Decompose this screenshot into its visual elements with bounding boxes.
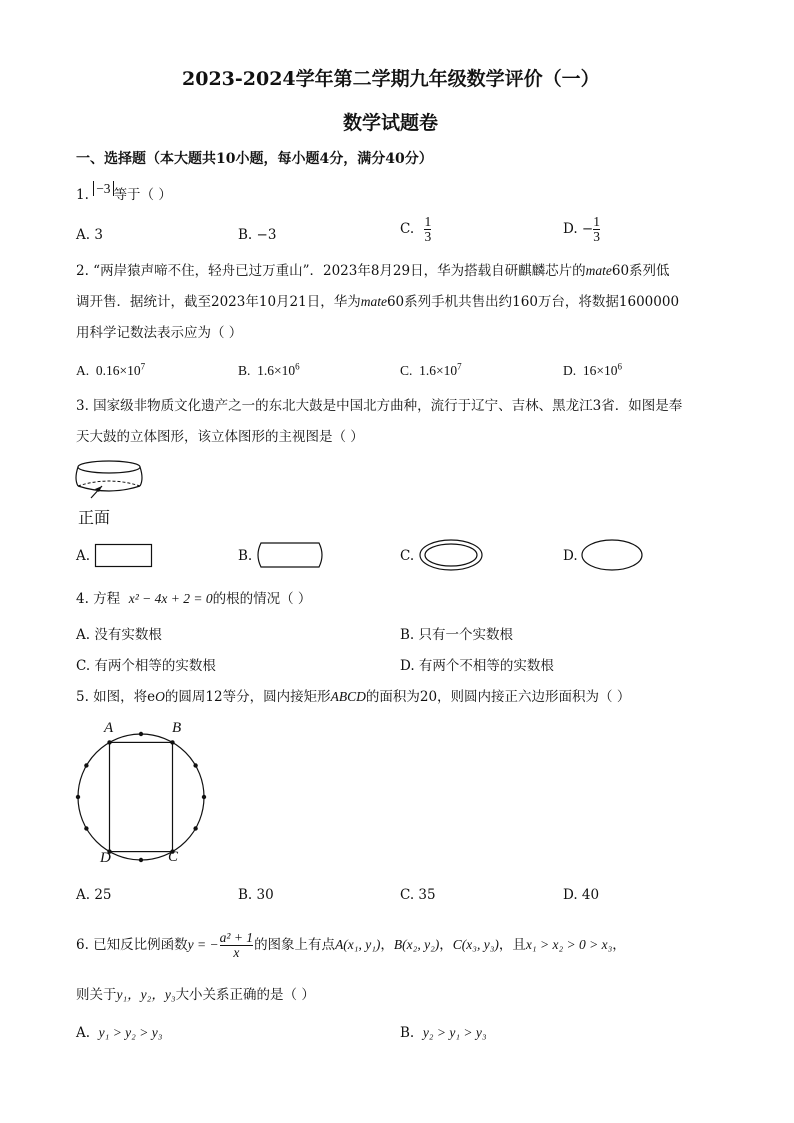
q5-option-b: B. 30 <box>238 887 274 903</box>
question-5: 5. 如图，将eO的圆周12等分，圆内接矩形ABCD的面积为20，则圆内接正六边形面积为（ ） <box>76 689 631 705</box>
q1-abs-expr: −3 <box>93 181 113 196</box>
q2-option-b: B. $1.6\times 10^6$ <box>238 361 300 378</box>
q5-point-c: C <box>168 849 179 865</box>
q1-number: 1. <box>76 187 89 203</box>
drum-front-label: 正面 <box>78 508 111 527</box>
q5-option-a: A. 25 <box>76 887 112 903</box>
q4-option-b: B. 只有一个实数根 <box>400 627 514 643</box>
question-6-line-2: 则关于y₁，y₂，y₃大小关系正确的是（ ） <box>76 987 315 1003</box>
q3-option-b-barrel <box>257 542 325 570</box>
q3-option-c-double-ellipse <box>418 538 484 572</box>
q3-line-1: 3. 国家级非物质文化遗产之一的东北大鼓是中国北方曲种，流行于辽宁、吉林、黑龙江3省．如图是奉 <box>76 398 683 414</box>
q1-option-a: A. 3 <box>76 227 103 243</box>
q3-option-d-label: D. <box>563 548 578 564</box>
q3-option-a-rectangle <box>95 544 153 568</box>
q3-option-d-ellipse <box>580 538 644 572</box>
q3-option-a-label: A. <box>76 548 91 564</box>
question-6-line-1: 6. 已知反比例函数y = − $\frac{\text{a² + 1}}{x}$ 的图象上有点A(x₁, y₁)，B(x₂, y₂)，C(x₃, y₃)，且x₁ > x₂ > 0 > x₃， <box>76 930 626 960</box>
question-1 <box>76 181 172 205</box>
q4-option-c: C. 有两个相等的实数根 <box>76 658 216 674</box>
q2-option-d: D. $16\times 10^6$ <box>563 361 622 378</box>
q5-point-b: B <box>172 720 182 736</box>
q6-option-b: B. y₂ > y₁ > y₃ <box>400 1025 487 1041</box>
q1-option-d: D. − $\frac{1}{3}$ <box>563 214 600 244</box>
q1-option-c: C. $\frac{1}{3}$ <box>400 214 432 244</box>
q2-line-3: 用科学记数法表示应为（ ） <box>76 325 243 341</box>
q4-option-a: A. 没有实数根 <box>76 627 162 643</box>
q3-option-c-label: C. <box>400 548 415 564</box>
q3-line-2: 天大鼓的立体图形，该立体图形的主视图是（ ） <box>76 429 364 445</box>
q4-equation: x² − 4x + 2 = 0 <box>128 591 213 606</box>
q5-point-d: D <box>100 850 111 866</box>
q2-option-a: A. $0.16\times 10^7$ <box>76 361 146 378</box>
q3-option-b-label: B. <box>238 548 253 564</box>
q6-option-a: A. y₁ > y₂ > y₃ <box>76 1025 163 1041</box>
q2-line-1: 2. “两岸猿声啼不住，轻舟已过万重山”．2023年8月29日，华为搭载自研麒麟芯片的mate60系列低 <box>76 263 670 279</box>
q1-option-b: B. −3 <box>238 227 277 243</box>
q5-point-a: A <box>104 720 114 736</box>
section-heading: 一、选择题（本大题共10小题，每小题4分，满分40分） <box>76 151 433 167</box>
exam-subtitle: 数学试题卷 <box>343 112 439 134</box>
q1-text: 等于（ ） <box>113 187 172 203</box>
q5-option-d: D. 40 <box>563 887 600 903</box>
q5-option-c: C. 35 <box>400 887 436 903</box>
q2-line-2: 调开售．据统计，截至2023年10月21日，华为mate60系列手机共售出约160万台，将数据1600000 <box>76 294 680 310</box>
q5-circle-figure <box>70 718 220 868</box>
drum-3d-figure <box>74 458 146 504</box>
q4-option-d: D. 有两个不相等的实数根 <box>400 658 554 674</box>
question-4: 4. 方程 x² − 4x + 2 = 0的根的情况（ ） <box>76 591 312 607</box>
exam-title: 2023-2024学年第二学期九年级数学评价（一） <box>182 68 600 90</box>
q2-option-c: C. $1.6\times 10^7$ <box>400 361 462 378</box>
